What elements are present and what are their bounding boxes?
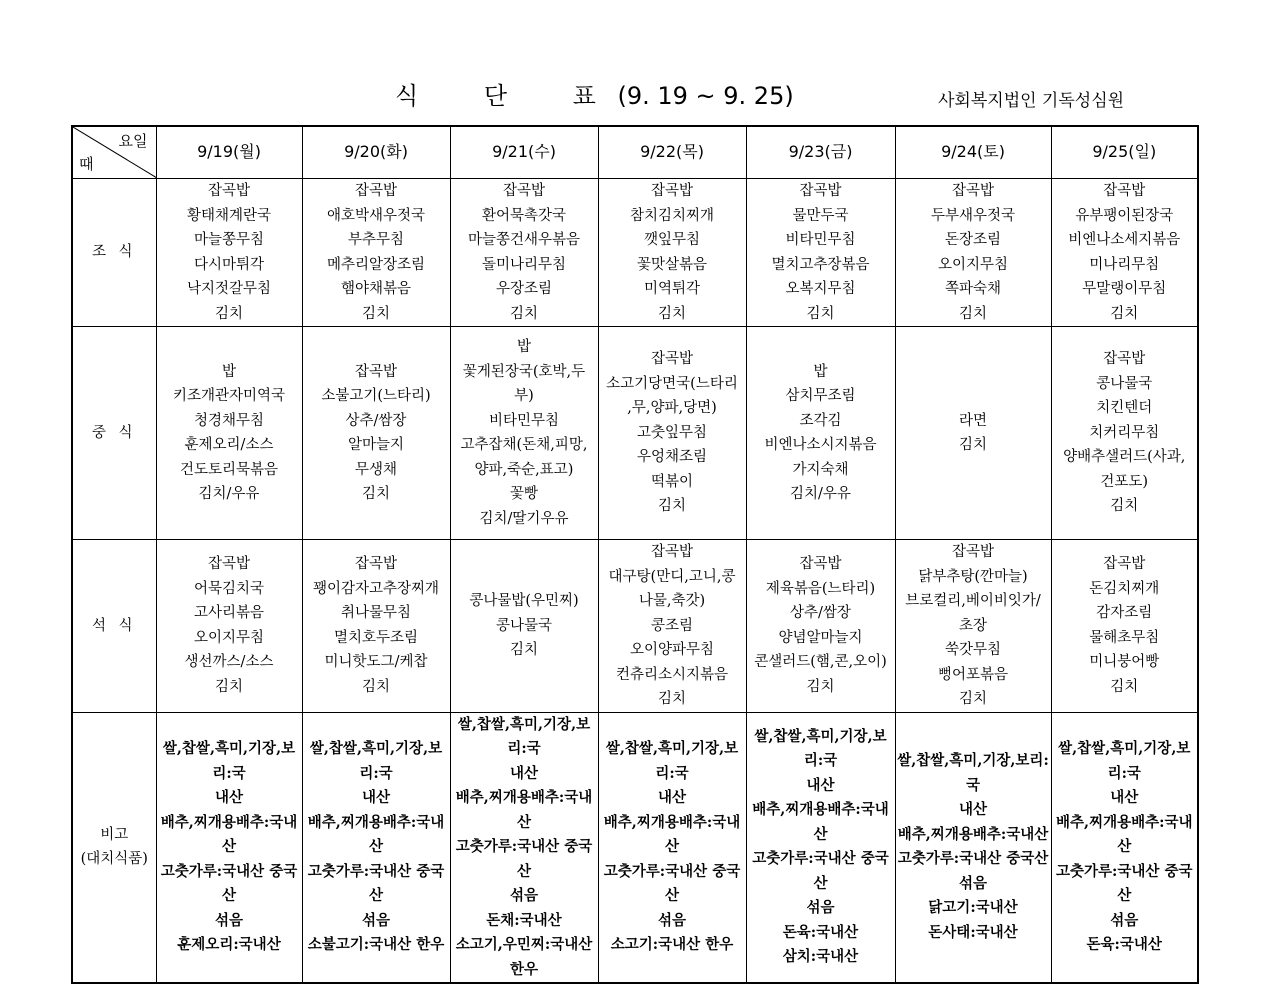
menu-item: 건도토리묵볶음 (179, 461, 279, 478)
menu-item: 멸치호두조림 (333, 629, 419, 646)
menu-item: 콩조림 (650, 617, 694, 634)
menu-item: 양념알마늘지 (778, 629, 863, 646)
origin-note-line: 쌀,찹쌀,흑미,기장,보리:국 (457, 715, 591, 757)
origin-note-cell (1051, 712, 1198, 983)
origin-note-line: 배추,찌개용배추:국내산 (307, 813, 445, 855)
origin-note-line: 섞음 (1110, 911, 1139, 929)
origin-note-line: 내산 (509, 764, 538, 782)
menu-cell (302, 540, 450, 713)
menu-item: 제육볶음(느타리) (765, 580, 876, 597)
menu-item: 비타민무침 (785, 232, 856, 248)
origin-note-cell (598, 712, 746, 983)
menu-item: 김치 (958, 305, 987, 322)
menu-item: 비타민무침 (488, 412, 560, 429)
menu-item: 잡곡밥 (207, 556, 251, 573)
corner-day-label: 요일 (118, 132, 148, 150)
origin-note-line: 돈사태:국내산 (928, 923, 1018, 941)
origin-note-line: 섞음 (509, 887, 538, 904)
menu-item: 참치김치찌개 (629, 207, 715, 224)
origin-note-line: 배추,찌개용배추:국내산 (752, 801, 889, 843)
menu-item: 김치 (1110, 678, 1139, 695)
day-header: 9/22(목) (598, 126, 746, 179)
menu-item: 김치 (509, 305, 538, 322)
origin-note-line: 고춧가루:국내산 중국산 (752, 850, 889, 892)
menu-item: 꽹이감자고추장찌개 (312, 580, 440, 597)
origin-note-line: 훈제오리:국내산 (177, 936, 281, 953)
menu-item: 쑥갓무침 (944, 642, 1002, 658)
origin-note-cell (302, 712, 450, 983)
menu-item: 잡곡밥 (502, 183, 546, 199)
menu-item: 쪽파숙채 (944, 281, 1002, 297)
menu-item: 콩나물국 (495, 617, 553, 634)
menu-item: 양배추샐러드(사과, (1063, 449, 1186, 466)
menu-item: 양파,죽순,표고) (474, 461, 574, 478)
menu-item: 잡곡밥 (799, 556, 842, 573)
menu-item: 물만두국 (792, 207, 849, 224)
origin-note-line: 한우 (509, 960, 538, 978)
origin-note-line: 고춧가루:국내산 중국산 (307, 862, 445, 904)
origin-note-cell (746, 712, 895, 983)
menu-item: 무생채 (354, 461, 398, 478)
origin-note-line: 쌀,찹쌀,흑미,기장,보리:국 (605, 740, 739, 782)
menu-item: 고춧잎무침 (636, 424, 708, 441)
menu-item: 김치 (1110, 498, 1139, 515)
menu-item: 비엔나소시지볶음 (764, 437, 877, 453)
menu-item: 김치/우유 (790, 486, 851, 502)
menu-item: 밥 (516, 339, 531, 355)
menu-item: 부추무침 (347, 232, 405, 248)
origin-note-line: 닭고기:국내산 (928, 899, 1018, 917)
menu-item: 미나리무침 (1089, 256, 1160, 273)
origin-note-cell (450, 712, 598, 983)
menu-item: 가지숙채 (792, 461, 849, 478)
menu-item: 치커리무침 (1089, 424, 1160, 441)
title-char-3: 표 (572, 82, 596, 110)
menu-item: 잡곡밥 (650, 183, 694, 199)
menu-item: 두부새우젓국 (930, 207, 1016, 224)
day-header: 9/24(토) (895, 126, 1051, 179)
menu-item: 소고기당면국(느타리 (606, 375, 738, 392)
corner-meal-label: 때 (79, 154, 94, 173)
menu-item: 돌미나리무침 (481, 256, 567, 273)
menu-item: 상추/쌈장 (790, 605, 851, 622)
origin-note-line: 쌀,찹쌀,흑미,기장,보리:국 (162, 740, 296, 782)
title-date-range: (9. 19 ~ 9. 25) (617, 82, 794, 110)
breakfast-row (72, 179, 1198, 327)
menu-item: 김치 (806, 305, 835, 322)
day-header: 9/23(금) (746, 126, 895, 179)
menu-item: 생선까스/소스 (184, 654, 274, 671)
menu-item: 마늘쫑무침 (193, 232, 265, 248)
origin-note-line: 섞음 (214, 911, 243, 929)
menu-item: 낙지젓갈무침 (186, 281, 272, 297)
menu-cell (746, 327, 895, 540)
menu-item: 콩나물밥(우민찌) (469, 593, 579, 609)
menu-item: 김치 (958, 691, 987, 707)
menu-item: 감자조림 (1096, 605, 1153, 622)
menu-item: 삼치무조림 (785, 388, 856, 404)
origin-note-line: 내산 (958, 801, 987, 819)
origin-note-line: 배추,찌개용배추:국내산 (455, 789, 593, 831)
menu-item: 밥 (221, 363, 236, 380)
title-char-1: 식 (395, 82, 419, 110)
menu-item: 치킨텐더 (1096, 400, 1153, 417)
menu-item: 콩나물국 (1096, 375, 1153, 392)
menu-item: 멸치고추장볶음 (771, 256, 870, 273)
origin-note-line: 고춧가루:국내산 중국산 (1056, 862, 1193, 904)
menu-item: 고추잡채(돈채,피망, (460, 437, 588, 453)
note-sublabel: (대치식품) (80, 851, 148, 868)
title-char-2: 단 (483, 82, 508, 110)
menu-item: 건포도) (1100, 473, 1149, 490)
origin-note-line: 소고기:국내산 한우 (610, 936, 734, 953)
menu-item: 컨츄리소시지볶음 (615, 666, 729, 683)
menu-item: 취나물무침 (340, 605, 412, 622)
note-label-cell (72, 712, 156, 983)
origin-note-line: 내산 (657, 789, 686, 806)
menu-item: 어묵김치국 (193, 580, 265, 597)
menu-item: 나물,축갓) (638, 593, 706, 609)
menu-item: 미니핫도그/케찹 (324, 654, 428, 671)
menu-item: 햄야채볶음 (340, 281, 412, 297)
menu-cell (450, 179, 598, 327)
menu-item: 잡곡밥 (650, 544, 694, 560)
origin-note-line: 삼치:국내산 (782, 948, 859, 966)
day-header: 9/19(월) (156, 126, 302, 179)
menu-cell (156, 179, 302, 327)
menu-item: 콘샐러드(햄,콘,오이) (754, 654, 887, 671)
menu-item: 김치 (958, 437, 987, 453)
menu-cell (598, 540, 746, 713)
menu-item: 라면 (958, 412, 987, 429)
menu-item: 김치 (1110, 305, 1139, 322)
origin-note-line: 배추,찌개용배추:국내산 (897, 825, 1049, 843)
menu-item: 돈장조림 (944, 232, 1002, 248)
origin-note-line: 쌀,찹쌀,흑미,기장,보리:국 (754, 727, 887, 770)
menu-item: 잡곡밥 (650, 351, 694, 368)
menu-item: 김치 (214, 678, 243, 695)
origin-note-line: 내산 (1110, 789, 1139, 806)
menu-item: 환어묵촉갓국 (481, 207, 567, 224)
meal-label-dinner: 석 식 (72, 540, 156, 713)
menu-item: 청경채무침 (193, 412, 265, 429)
menu-item: 잡곡밥 (1103, 556, 1146, 573)
origin-note-line: 돈육:국내산 (782, 923, 859, 941)
menu-item: 잡곡밥 (1103, 183, 1146, 199)
origin-note-line: 내산 (214, 789, 243, 806)
origin-note-line: 쌀,찹쌀,흑미,기장,보리:국 (897, 752, 1049, 794)
menu-item: ,무,양파,당면) (627, 400, 717, 417)
menu-cell (1051, 540, 1198, 713)
origin-note-line: 배추,찌개용배추:국내산 (160, 813, 298, 855)
origin-note-line: 내산 (361, 789, 390, 806)
menu-item: 비엔나소세지볶음 (1068, 232, 1181, 248)
menu-item: 잡곡밥 (207, 183, 251, 199)
origin-note-line: 쌀,찹쌀,흑미,기장,보리:국 (1058, 740, 1191, 782)
menu-item: 뻥어포볶음 (937, 666, 1009, 683)
origin-note-line: 내산 (806, 776, 835, 794)
menu-item: 돈김치찌개 (1089, 580, 1160, 597)
menu-item: 꽃게된장국(호박,두 (462, 363, 586, 380)
menu-item: 잡곡밥 (951, 183, 995, 199)
origin-note-line: 섞음 (958, 874, 987, 892)
menu-item: 닭부추탕(깐마늘) (918, 568, 1028, 585)
menu-item: 알마늘지 (347, 437, 405, 453)
menu-item: 황태채계란국 (186, 207, 272, 224)
origin-note-line: 배추,찌개용배추:국내산 (603, 813, 741, 855)
menu-item: 오이지무침 (937, 256, 1009, 273)
menu-item: 잡곡밥 (354, 363, 398, 380)
menu-item: 물해초무침 (1089, 629, 1160, 646)
menu-cell (156, 540, 302, 713)
origin-note-line: 고춧가루:국내산 중국산 (160, 862, 298, 904)
organization-name: 사회복지법인 기독성심원 (938, 91, 1125, 111)
menu-item: 미니붕어빵 (1089, 654, 1160, 671)
menu-item: 무말랭이무침 (1082, 281, 1167, 297)
menu-item: 메추리알장조림 (326, 256, 426, 273)
menu-cell (895, 327, 1051, 540)
menu-item: 꽃맛살볶음 (636, 256, 708, 273)
menu-item: 김치 (509, 642, 538, 658)
menu-cell (156, 327, 302, 540)
menu-item: 잡곡밥 (951, 544, 995, 560)
meal-label-breakfast: 조 식 (72, 179, 156, 327)
menu-item: 떡볶이 (650, 473, 694, 490)
menu-item: 김치/딸기우유 (479, 510, 569, 527)
origin-note-line: 고춧가루:국내산 중국산 (897, 850, 1049, 868)
menu-item: 오이양파무침 (629, 642, 715, 658)
menu-item: 김치 (657, 305, 686, 322)
menu-item: 오이지무침 (193, 629, 265, 646)
meal-label-lunch: 중 식 (72, 327, 156, 540)
menu-item: 김치 (806, 678, 835, 695)
header-row (72, 126, 1198, 179)
menu-item: 꽃빵 (509, 486, 538, 502)
menu-item: 김치 (361, 305, 390, 322)
menu-cell (1051, 179, 1198, 327)
origin-note-line: 돈채:국내산 (486, 911, 562, 929)
menu-cell (302, 179, 450, 327)
weekly-menu-table (71, 125, 1199, 984)
menu-item: 유부팽이된장국 (1075, 207, 1174, 224)
menu-item: 소불고기(느타리) (321, 388, 431, 404)
menu-item: 김치 (214, 305, 243, 322)
menu-item: 잡곡밥 (354, 183, 398, 199)
menu-cell (1051, 327, 1198, 540)
menu-cell (746, 540, 895, 713)
menu-cell (598, 179, 746, 327)
menu-item: 김치 (361, 486, 390, 502)
day-header: 9/20(화) (302, 126, 450, 179)
menu-item: 다시마튀각 (193, 256, 265, 273)
menu-cell (895, 540, 1051, 713)
menu-item: 브로컬리,베이비잇가/ (905, 593, 1041, 609)
origin-note-line: 섞음 (657, 911, 686, 929)
menu-cell (746, 179, 895, 327)
origin-note-line: 쌀,찹쌀,흑미,기장,보리:국 (309, 740, 443, 782)
origin-note-line: 소고기,우민찌:국내산 (455, 936, 593, 953)
lunch-row (72, 327, 1198, 540)
menu-item: 잡곡밥 (1103, 351, 1146, 368)
menu-item: 깻잎무침 (643, 232, 701, 248)
menu-cell (450, 327, 598, 540)
origin-note-line: 돈육:국내산 (1086, 936, 1162, 953)
menu-item: 김치 (361, 678, 390, 695)
origin-note-line: 고춧가루:국내산 중국산 (603, 862, 741, 904)
day-header: 9/25(일) (1051, 126, 1198, 179)
menu-item: 키조개관자미역국 (172, 388, 286, 404)
origin-note-cell (895, 712, 1051, 983)
menu-item: 대구탕(만디,고니,콩 (608, 568, 736, 585)
menu-item: 고사리볶음 (193, 605, 265, 622)
page-title (395, 76, 794, 111)
origin-note-line: 배추,찌개용배추:국내산 (1056, 813, 1193, 855)
menu-item: 애호박새우젓국 (326, 207, 426, 224)
origin-note-line: 고춧가루:국내산 중국산 (455, 838, 593, 880)
menu-item: 김치/우유 (198, 486, 260, 502)
menu-cell (598, 327, 746, 540)
origin-note-cell (156, 712, 302, 983)
note-label: 비고 (100, 826, 129, 843)
note-row (72, 712, 1198, 983)
menu-item: 조각김 (799, 412, 842, 429)
menu-item: 우엉채조림 (636, 449, 708, 466)
origin-note-line: 소불고기:국내산 한우 (307, 936, 445, 953)
menu-item: 오복지무침 (785, 281, 856, 297)
menu-item: 초장 (958, 617, 987, 634)
menu-cell (302, 327, 450, 540)
menu-cell (450, 540, 598, 713)
origin-note-line: 섞음 (361, 911, 390, 929)
dinner-row (72, 540, 1198, 713)
menu-item: 우장조림 (495, 281, 553, 297)
menu-cell (895, 179, 1051, 327)
menu-item: 훈제오리/소스 (184, 437, 274, 453)
menu-item: 김치 (657, 498, 686, 515)
corner-cell (72, 126, 156, 179)
menu-item: 부) (514, 388, 534, 404)
origin-note-line: 섞음 (806, 899, 835, 917)
menu-item: 마늘쫑건새우볶음 (467, 232, 581, 248)
menu-item: 잡곡밥 (799, 183, 842, 199)
day-header: 9/21(수) (450, 126, 598, 179)
menu-item: 밥 (813, 363, 828, 380)
menu-item: 미역튀각 (643, 281, 701, 297)
menu-item: 김치 (657, 691, 686, 707)
menu-item: 상추/쌈장 (345, 412, 407, 429)
menu-item: 잡곡밥 (354, 556, 398, 573)
